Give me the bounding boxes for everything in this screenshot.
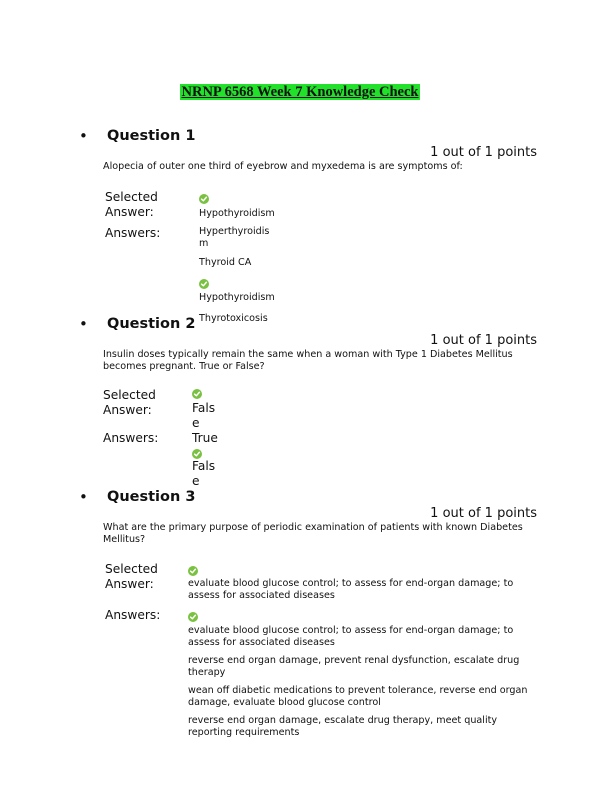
bullet: • bbox=[79, 127, 88, 145]
correct-check-icon bbox=[188, 566, 198, 576]
answers-label: Answers: bbox=[105, 226, 161, 240]
question-2-answer-1: True bbox=[192, 431, 218, 445]
question-1-points: 1 out of 1 points bbox=[430, 145, 537, 160]
correct-check-icon bbox=[188, 612, 198, 622]
question-1-answer-1: Hyperthyroidism bbox=[199, 226, 270, 249]
question-1-answer-3: Hypothyroidism bbox=[199, 292, 275, 303]
correct-check-icon bbox=[192, 389, 202, 399]
bullet: • bbox=[79, 315, 88, 333]
question-1-prompt: Alopecia of outer one third of eyebrow and myxedema is are symptoms of: bbox=[103, 161, 463, 172]
correct-check-icon bbox=[199, 194, 209, 204]
correct-check-icon bbox=[192, 449, 202, 459]
question-2-answer-2: False bbox=[192, 459, 216, 488]
answers-label: Answers: bbox=[105, 608, 161, 622]
question-1-answer-2: Thyroid CA bbox=[199, 257, 252, 268]
answers-label: Answers: bbox=[103, 431, 159, 445]
question-3-answer-2: reverse end organ damage, prevent renal dysfunction, escalate drug therapy bbox=[188, 655, 520, 678]
question-3-selected-answer: evaluate blood glucose control; to assess for end-organ damage; to assess for associated diseases bbox=[188, 578, 514, 601]
question-3-title: Question 3 bbox=[107, 489, 196, 505]
bullet: • bbox=[79, 488, 88, 506]
question-3-answer-4: reverse end organ damage, escalate drug therapy, meet quality reporting requirements bbox=[188, 715, 498, 738]
question-3-points: 1 out of 1 points bbox=[430, 506, 537, 521]
question-2-points: 1 out of 1 points bbox=[430, 333, 537, 348]
page-title bbox=[0, 84, 600, 101]
question-3-prompt: What are the primary purpose of periodic examination of patients with known Diabetes Mellitus? bbox=[103, 522, 523, 545]
correct-check-icon bbox=[199, 279, 209, 289]
question-1-selected-answer: Hypothyroidism bbox=[199, 208, 275, 219]
question-2-title: Question 2 bbox=[107, 316, 196, 332]
selected-answer-label: Selected Answer: bbox=[105, 562, 158, 591]
selected-answer-label: Selected Answer: bbox=[103, 388, 156, 417]
question-2-selected-answer: False bbox=[192, 401, 216, 430]
selected-answer-label: Selected Answer: bbox=[105, 190, 158, 219]
question-3-answer-1: evaluate blood glucose control; to assess for end-organ damage; to assess for associated diseases bbox=[188, 625, 514, 648]
question-1-title: Question 1 bbox=[107, 128, 196, 144]
question-2-prompt: Insulin doses typically remain the same when a woman with Type 1 Diabetes Mellitus becomes pregnant. True or False? bbox=[103, 349, 513, 372]
question-1-answer-4: Thyrotoxicosis bbox=[199, 313, 268, 324]
question-3-answer-3: wean off diabetic medications to prevent tolerance, reverse end organ damage, evaluate blood glucose control bbox=[188, 685, 528, 708]
page-title-text: NRNP 6568 Week 7 Knowledge Check bbox=[181, 84, 419, 100]
